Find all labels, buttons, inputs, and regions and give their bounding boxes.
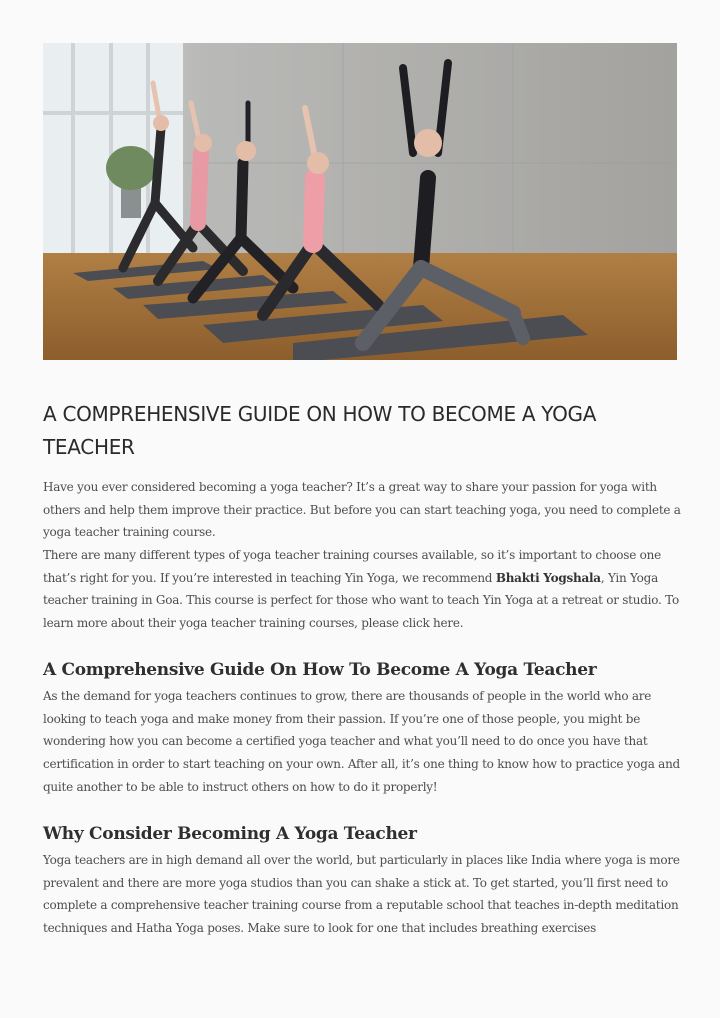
intro-text-before: There are many different types of yoga teacher training courses available, so it’s important to choose one that’s right for you. If you’re interested in teaching Yin Yoga, we recommend (43, 548, 661, 585)
bhakti-yogshala-link[interactable]: Bhakti Yogshala (495, 570, 601, 585)
page-title: A COMPREHENSIVE GUIDE ON HOW TO BECOME A YOGA TEACHER (43, 402, 597, 459)
intro-text-after: , Yin Yoga teacher training in Goa. This course is perfect for those who want to teach Yin Yoga at a retreat or studio. To learn more about their yoga teacher training courses, please click here. (43, 570, 679, 631)
yoga-class-photo (43, 43, 677, 360)
hero-image (43, 43, 677, 360)
section-2-heading: Why Consider Becoming A Yoga Teacher (43, 824, 417, 844)
intro-paragraph-2 (43, 544, 683, 635)
section-1-body: As the demand for yoga teachers continues to grow, there are thousands of people in the world who are looking to teach yoga and make money from their passion. If you’re one of those people, you might be wondering how you can become a certified yoga teacher and what you’ll need to do once you have that certification in order to start teaching on your own. After all, it’s one thing to know how to practice yoga and quite another to be able to instruct others on how to do it properly! (43, 689, 680, 794)
section-2-body: Yoga teachers are in high demand all over the world, but particularly in places like India where yoga is more prevalent and there are more yoga studios than you can shake a stick at. To get started, you’ll first need to complete a comprehensive teacher training course from a reputable school that teaches in-depth meditation techniques and Hatha Yoga poses. Make sure to look for one that includes breathing exercises (43, 853, 680, 936)
section-1-heading: A Comprehensive Guide On How To Become A Yoga Teacher (43, 660, 597, 680)
intro-paragraph-1: Have you ever considered becoming a yoga teacher? It’s a great way to share your passion for yoga with others and help them improve their practice. But before you can start teaching yoga, you need to complete a yoga teacher training course. (43, 480, 681, 540)
